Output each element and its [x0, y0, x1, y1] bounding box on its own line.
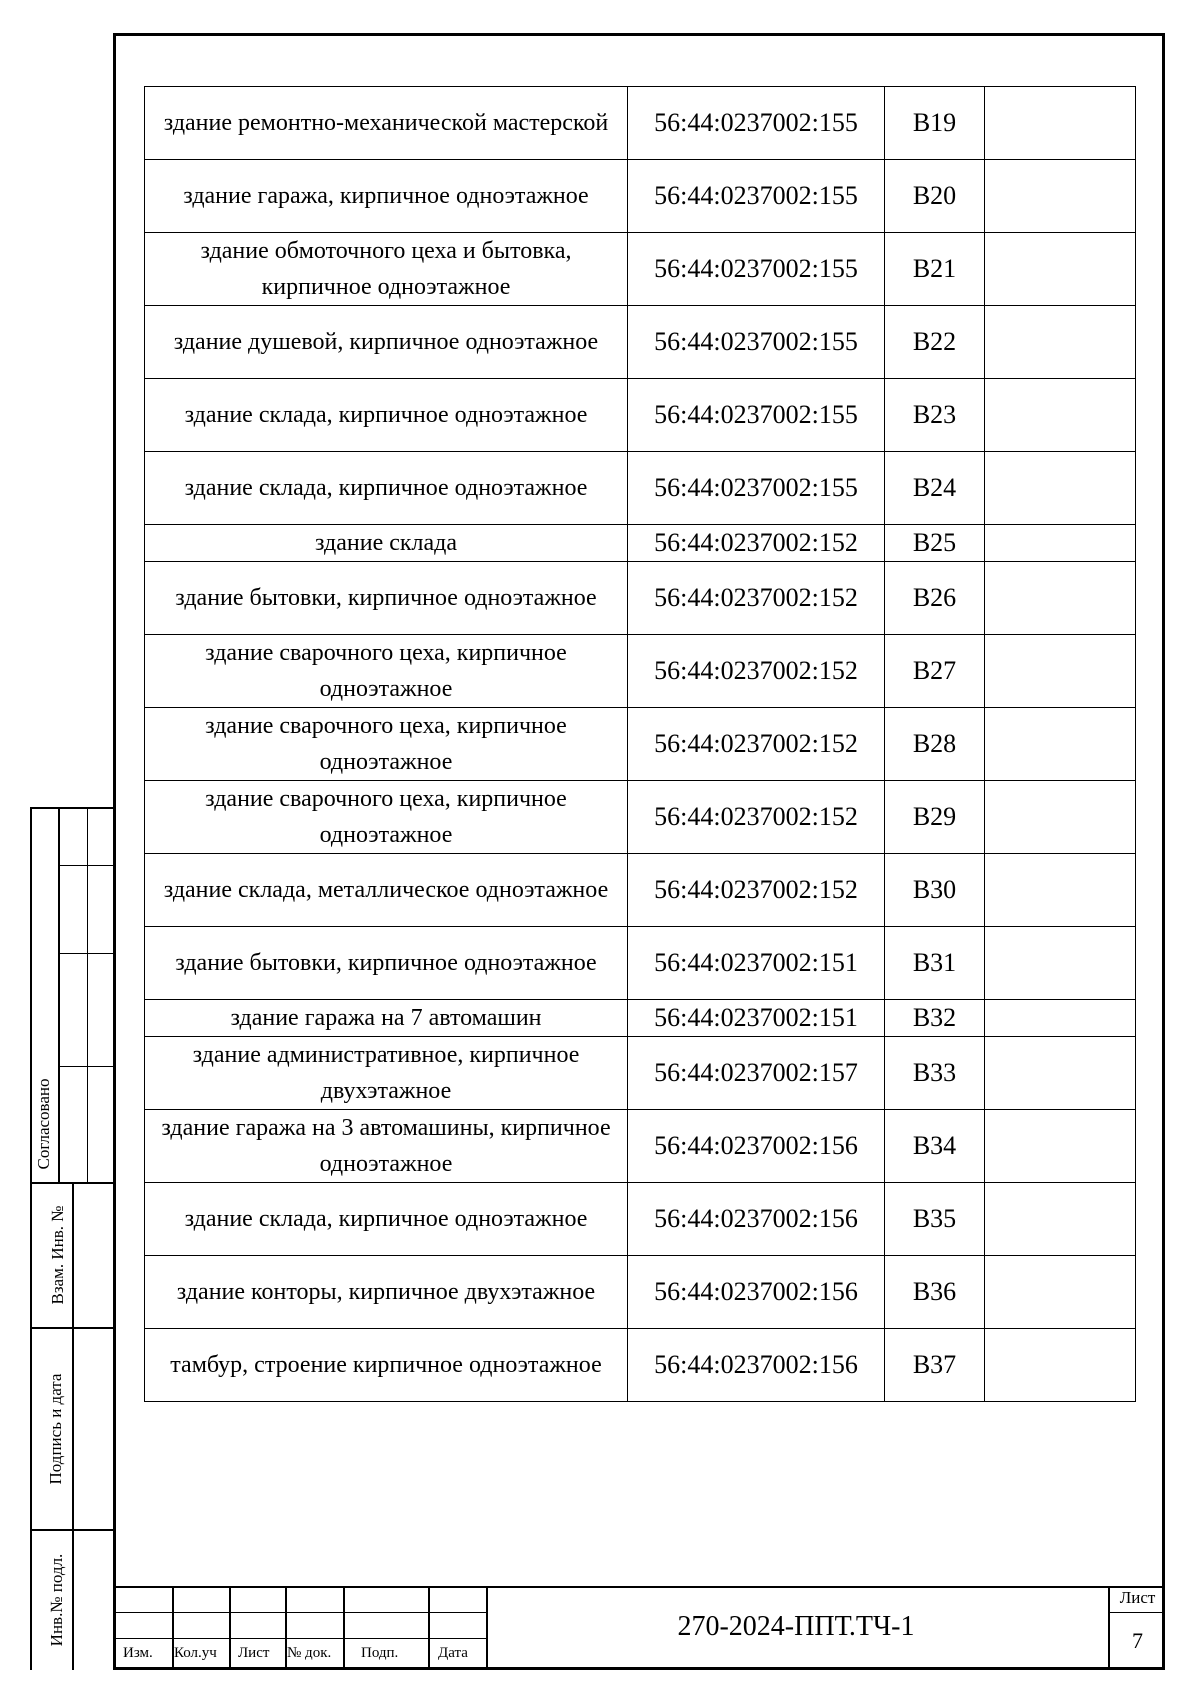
note-cell	[985, 927, 1136, 1000]
col-list-label: Лист	[238, 1645, 270, 1661]
building-name-cell: здание склада, металлическое одноэтажное	[145, 854, 628, 927]
table-row	[145, 1110, 1136, 1183]
plan-number-cell: В25	[885, 525, 985, 562]
building-name-cell: тамбур, строение кирпичное одноэтажное	[145, 1329, 628, 1402]
plan-number-cell: В29	[885, 781, 985, 854]
building-name-cell: здание душевой, кирпичное одноэтажное	[145, 306, 628, 379]
buildings-table	[144, 86, 1136, 1402]
plan-number-cell: В23	[885, 379, 985, 452]
plan-number-cell: В19	[885, 87, 985, 160]
cadastral-number-cell: 56:44:0237002:155	[628, 87, 885, 160]
note-cell	[985, 562, 1136, 635]
building-name-cell: здание сварочного цеха, кирпичное одноэтажное	[145, 781, 628, 854]
plan-number-cell: В20	[885, 160, 985, 233]
cadastral-number-cell: 56:44:0237002:152	[628, 708, 885, 781]
cadastral-number-cell: 56:44:0237002:152	[628, 525, 885, 562]
building-name-cell: здание конторы, кирпичное двухэтажное	[145, 1256, 628, 1329]
plan-number-cell: В31	[885, 927, 985, 1000]
building-name-cell: здание сварочного цеха, кирпичное одноэтажное	[145, 635, 628, 708]
inv-original-label: Инв.№ подл.	[47, 1553, 66, 1647]
agreed-label: Согласовано	[34, 1078, 53, 1170]
building-name-cell: здание бытовки, кирпичное одноэтажное	[145, 562, 628, 635]
sheet-label: Лист	[1119, 1588, 1156, 1607]
note-cell	[985, 1329, 1136, 1402]
col-podp-label: Подп.	[361, 1645, 399, 1661]
building-name-cell: здание бытовки, кирпичное одноэтажное	[145, 927, 628, 1000]
note-cell	[985, 635, 1136, 708]
building-name-cell: здание склада, кирпичное одноэтажное	[145, 452, 628, 525]
note-cell	[985, 1256, 1136, 1329]
cadastral-number-cell: 56:44:0237002:155	[628, 452, 885, 525]
table-row	[145, 1183, 1136, 1256]
sheet-number: 7	[1132, 1628, 1143, 1653]
signature-date-label: Подпись и дата	[46, 1373, 65, 1485]
cadastral-number-cell: 56:44:0237002:155	[628, 233, 885, 306]
table-row	[145, 525, 1136, 562]
table-row	[145, 452, 1136, 525]
building-name-cell: здание склада, кирпичное одноэтажное	[145, 1183, 628, 1256]
table-row	[145, 160, 1136, 233]
note-cell	[985, 452, 1136, 525]
col-kolu-label: Кол.уч	[174, 1645, 217, 1661]
building-name-cell: здание ремонтно-механической мастерской	[145, 87, 628, 160]
table-row	[145, 1037, 1136, 1110]
plan-number-cell: В24	[885, 452, 985, 525]
note-cell	[985, 1110, 1136, 1183]
building-name-cell: здание административное, кирпичное двухэтажное	[145, 1037, 628, 1110]
cadastral-number-cell: 56:44:0237002:155	[628, 379, 885, 452]
note-cell	[985, 87, 1136, 160]
table-row	[145, 379, 1136, 452]
table-row	[145, 1329, 1136, 1402]
cadastral-number-cell: 56:44:0237002:157	[628, 1037, 885, 1110]
table-row	[145, 306, 1136, 379]
plan-number-cell: В26	[885, 562, 985, 635]
cadastral-number-cell: 56:44:0237002:155	[628, 306, 885, 379]
table-row	[145, 1256, 1136, 1329]
cadastral-number-cell: 56:44:0237002:152	[628, 635, 885, 708]
plan-number-cell: В28	[885, 708, 985, 781]
building-name-cell: здание сварочного цеха, кирпичное одноэтажное	[145, 708, 628, 781]
plan-number-cell: В30	[885, 854, 985, 927]
table-row	[145, 635, 1136, 708]
table-row	[145, 87, 1136, 160]
table-row	[145, 562, 1136, 635]
cadastral-number-cell: 56:44:0237002:152	[628, 781, 885, 854]
note-cell	[985, 1000, 1136, 1037]
note-cell	[985, 525, 1136, 562]
col-ndok-label: № док.	[287, 1645, 332, 1661]
table-row	[145, 708, 1136, 781]
document-code: 270-2024-ППТ.ТЧ-1	[677, 1611, 915, 1642]
building-name-cell: здание гаража на 7 автомашин	[145, 1000, 628, 1037]
note-cell	[985, 854, 1136, 927]
note-cell	[985, 160, 1136, 233]
note-cell	[985, 708, 1136, 781]
note-cell	[985, 1183, 1136, 1256]
plan-number-cell: В32	[885, 1000, 985, 1037]
plan-number-cell: В21	[885, 233, 985, 306]
cadastral-number-cell: 56:44:0237002:152	[628, 854, 885, 927]
building-name-cell: здание обмоточного цеха и бытовка, кирпичное одноэтажное	[145, 233, 628, 306]
note-cell	[985, 379, 1136, 452]
plan-number-cell: В36	[885, 1256, 985, 1329]
replaced-inv-label: Взам. Инв. №	[48, 1205, 67, 1305]
building-name-cell: здание склада, кирпичное одноэтажное	[145, 379, 628, 452]
note-cell	[985, 306, 1136, 379]
cadastral-number-cell: 56:44:0237002:156	[628, 1110, 885, 1183]
cadastral-number-cell: 56:44:0237002:152	[628, 562, 885, 635]
plan-number-cell: В27	[885, 635, 985, 708]
note-cell	[985, 233, 1136, 306]
plan-number-cell: В33	[885, 1037, 985, 1110]
cadastral-number-cell: 56:44:0237002:151	[628, 927, 885, 1000]
cadastral-number-cell: 56:44:0237002:151	[628, 1000, 885, 1037]
building-name-cell: здание гаража, кирпичное одноэтажное	[145, 160, 628, 233]
table-row	[145, 1000, 1136, 1037]
table-row	[145, 781, 1136, 854]
col-data-label: Дата	[438, 1645, 468, 1661]
plan-number-cell: В22	[885, 306, 985, 379]
note-cell	[985, 781, 1136, 854]
cadastral-number-cell: 56:44:0237002:156	[628, 1256, 885, 1329]
plan-number-cell: В34	[885, 1110, 985, 1183]
cadastral-number-cell: 56:44:0237002:156	[628, 1329, 885, 1402]
building-name-cell: здание гаража на 3 автомашины, кирпичное одноэтажное	[145, 1110, 628, 1183]
table-row	[145, 233, 1136, 306]
table-row	[145, 854, 1136, 927]
plan-number-cell: В35	[885, 1183, 985, 1256]
cadastral-number-cell: 56:44:0237002:156	[628, 1183, 885, 1256]
table-row	[145, 927, 1136, 1000]
col-izm-label: Изм.	[123, 1645, 153, 1661]
building-name-cell: здание склада	[145, 525, 628, 562]
cadastral-number-cell: 56:44:0237002:155	[628, 160, 885, 233]
note-cell	[985, 1037, 1136, 1110]
plan-number-cell: В37	[885, 1329, 985, 1402]
